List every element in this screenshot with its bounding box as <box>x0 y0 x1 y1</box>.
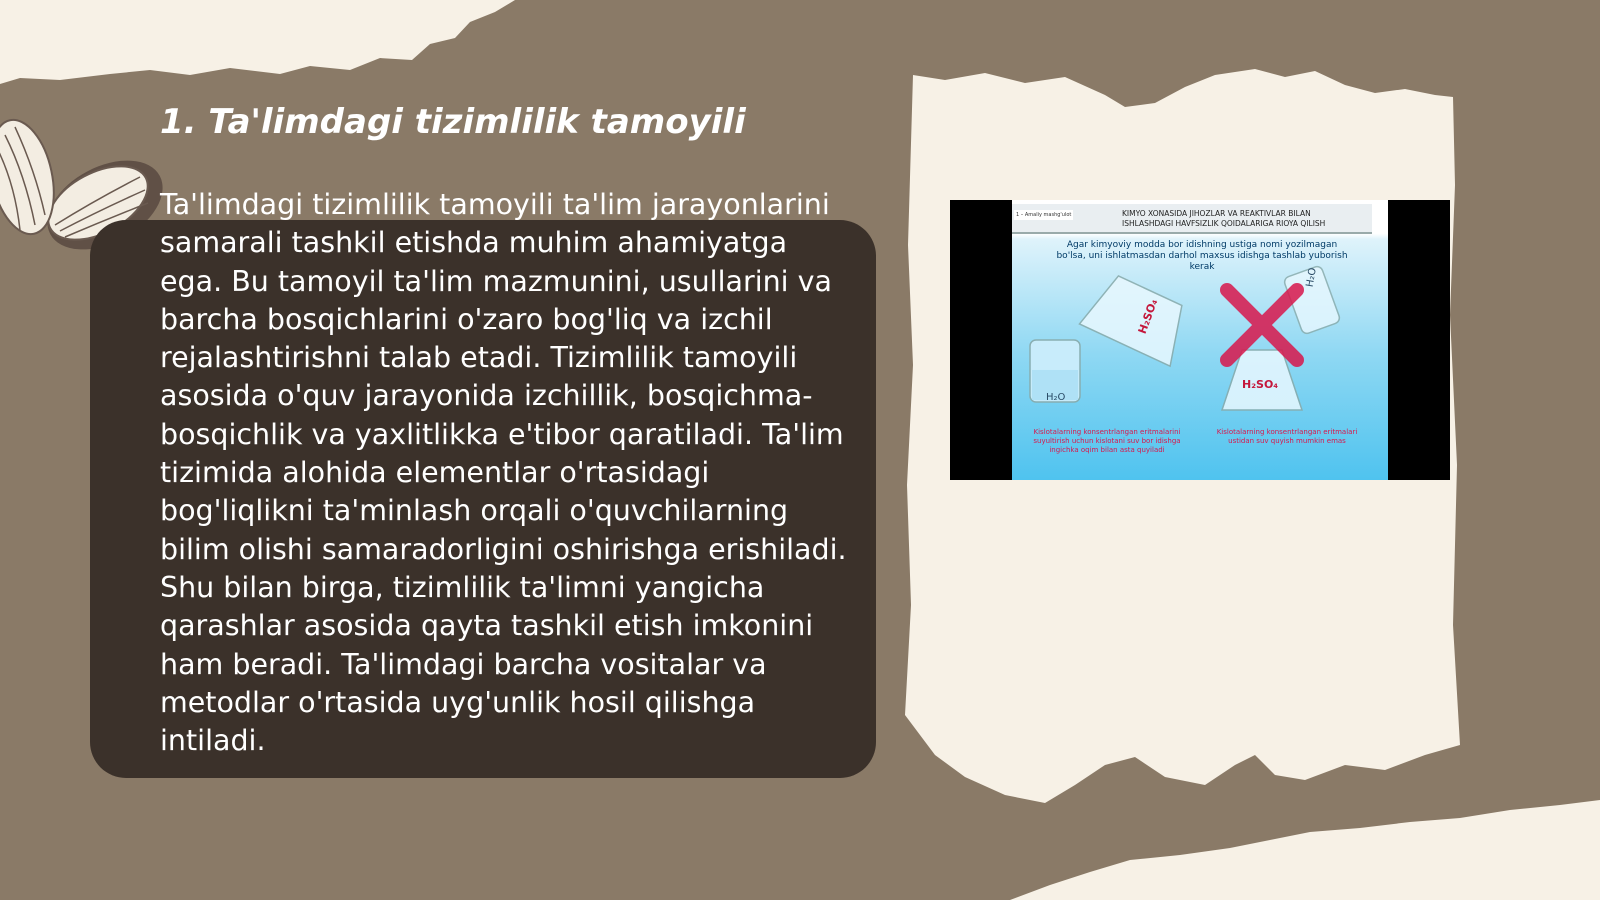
lab-glassware-illustration <box>1012 260 1388 420</box>
image-caption-left: Kislotalarning konsentrlangan eritmalarini suyultirish uchun kislotani suv bor idishga ingichka oqim bilan asta quyiladi <box>1033 428 1181 454</box>
image-tag: 1 – Amaliy mashg'ulot <box>1016 212 1072 218</box>
lab-safety-image <box>950 200 1450 480</box>
formula-acid-right: H₂SO₄ <box>1242 378 1279 391</box>
formula-water: H₂O <box>1046 392 1066 403</box>
image-note: Agar kimyoviy modda bor idishning ustiga nomi yozilmagan bo'lsa, uni ishlatmasdan darhol maxsus idishga tashlab yuborish kerak <box>1056 240 1348 272</box>
image-header-line1: KIMYO XONASIDA JIHOZLAR VA REAKTIVLAR BILAN <box>1122 209 1311 218</box>
torn-paper-bottom <box>1010 800 1600 900</box>
image-caption-right: Kislotalarning konsentrlangan eritmalari ustidan suv quyish mumkin emas <box>1216 428 1358 445</box>
image-screen <box>1012 200 1388 480</box>
image-header-line2: ISHLASHDAGI HAVFSIZLIK QOIDALARIGA RIOYA QILISH <box>1122 219 1326 228</box>
formula-acid-tilted: H₂SO₄ <box>1135 297 1161 336</box>
slide-title: 1. Ta'limdagi tizimlilik tamoyili <box>160 102 746 142</box>
formula-water-right: H₂O <box>1304 266 1319 289</box>
torn-paper-top <box>0 0 520 95</box>
image-header <box>1012 204 1372 234</box>
slide-body-text: Ta'limdagi tizimlilik tamoyili ta'lim jarayonlarini samarali tashkil etishda muhim ahamiyatga ega. Bu tamoyil ta'lim mazmunini, usullarini va barcha bosqichlarini o'zaro bog'liq va izchil rejalashtirishni talab etadi. Tizimlilik tamoyili asosida o'quv jarayonida izchillik, bosqichma-bosqichlik va yaxlitlikka e'tibor qaratiladi. Ta'lim tizimida alohida elementlar o'rtasidagi bog'liqlikni ta'minlash orqali o'quvchilarning bilim olishi samaradorligini oshirishga erishiladi. Shu bilan birga, tizimlilik ta'limni yangicha qarashlar asosida qayta tashkil etish imkonini ham beradi. Ta'limdagi barcha vositalar va metodlar o'rtasida uyg'unlik hosil qilishga intiladi. <box>160 188 847 758</box>
